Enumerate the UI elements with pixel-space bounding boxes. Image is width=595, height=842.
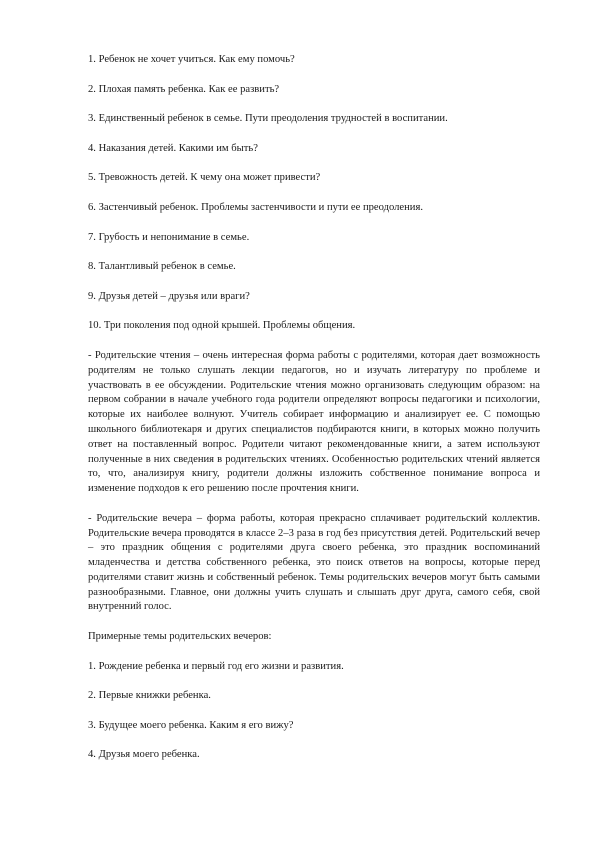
document-page xyxy=(88,53,540,778)
evening-topic-item: 3. Будущее моего ребенка. Каким я его вижу? xyxy=(88,719,294,731)
parent-readings-paragraph: - Родительские чтения – очень интересная форма работы с родителями, которая дает возможность родителям не только слушать лекции педагогов, но и изучать литературу по проблеме и участвовать в ее обсуждении. Родительские чтения можно организовать следующим образом: на первом собрании в начале учебного года родители определяют вопросы педагогики и психологии, которые их наиболее волнуют. Учитель собирает информацию и анализирует ее. С помощью школьного библиотекаря и других специалистов подбираются книги, в которых можно получить ответ на поставленный вопрос. Родители читают рекомендованные книги, а затем используют полученные в них сведения в родительских чтениях. Особенностью родительских чтений является то, что, анализируя книгу, родители должны изложить собственное понимание вопроса и изменение подходов к его решению после прочтения книги. xyxy=(88,349,540,495)
topic-item: 7. Грубость и непонимание в семье. xyxy=(88,231,250,243)
topic-item: 4. Наказания детей. Какими им быть? xyxy=(88,142,258,154)
topic-item: 10. Три поколения под одной крышей. Проблемы общения. xyxy=(88,320,356,332)
topic-item: 5. Тревожность детей. К чему она может привести? xyxy=(88,172,321,184)
topic-item: 3. Единственный ребенок в семье. Пути преодоления трудностей в воспитании. xyxy=(88,113,448,125)
topic-item: 8. Талантливый ребенок в семье. xyxy=(88,261,236,273)
parent-evenings-paragraph: - Родительские вечера – форма работы, которая прекрасно сплачивает родительский коллектив. Родительские вечера проводятся в классе 2–3 раза в год без присутствия детей. Родительский вечер – это праздник общения с родителями друга своего ребенка, это праздник воспоминаний младенчества и детства собственного ребенка, это поиск ответов на вопросы, которые перед родителями ставит жизнь и собственный ребенок. Темы родительских вечеров могут быть самыми разнообразными. Главное, они должны учить слушать и слышать друг друга, самого себя, свой внутренний голос. xyxy=(88,512,540,613)
topic-item: 1. Ребенок не хочет учиться. Как ему помочь? xyxy=(88,54,295,65)
topic-item: 6. Застенчивый ребенок. Проблемы застенчивости и пути ее преодоления. xyxy=(88,201,423,213)
evening-topic-item: 2. Первые книжки ребенка. xyxy=(88,690,211,702)
topic-item: 2. Плохая память ребенка. Как ее развить? xyxy=(88,83,280,95)
topic-item: 9. Друзья детей – друзья или враги? xyxy=(88,290,250,302)
evening-topic-item: 1. Рождение ребенка и первый год его жизни и развития. xyxy=(88,660,344,672)
evening-topics-heading: Примерные темы родительских вечеров: xyxy=(88,631,272,643)
evening-topic-item: 4. Друзья моего ребенка. xyxy=(88,749,200,761)
